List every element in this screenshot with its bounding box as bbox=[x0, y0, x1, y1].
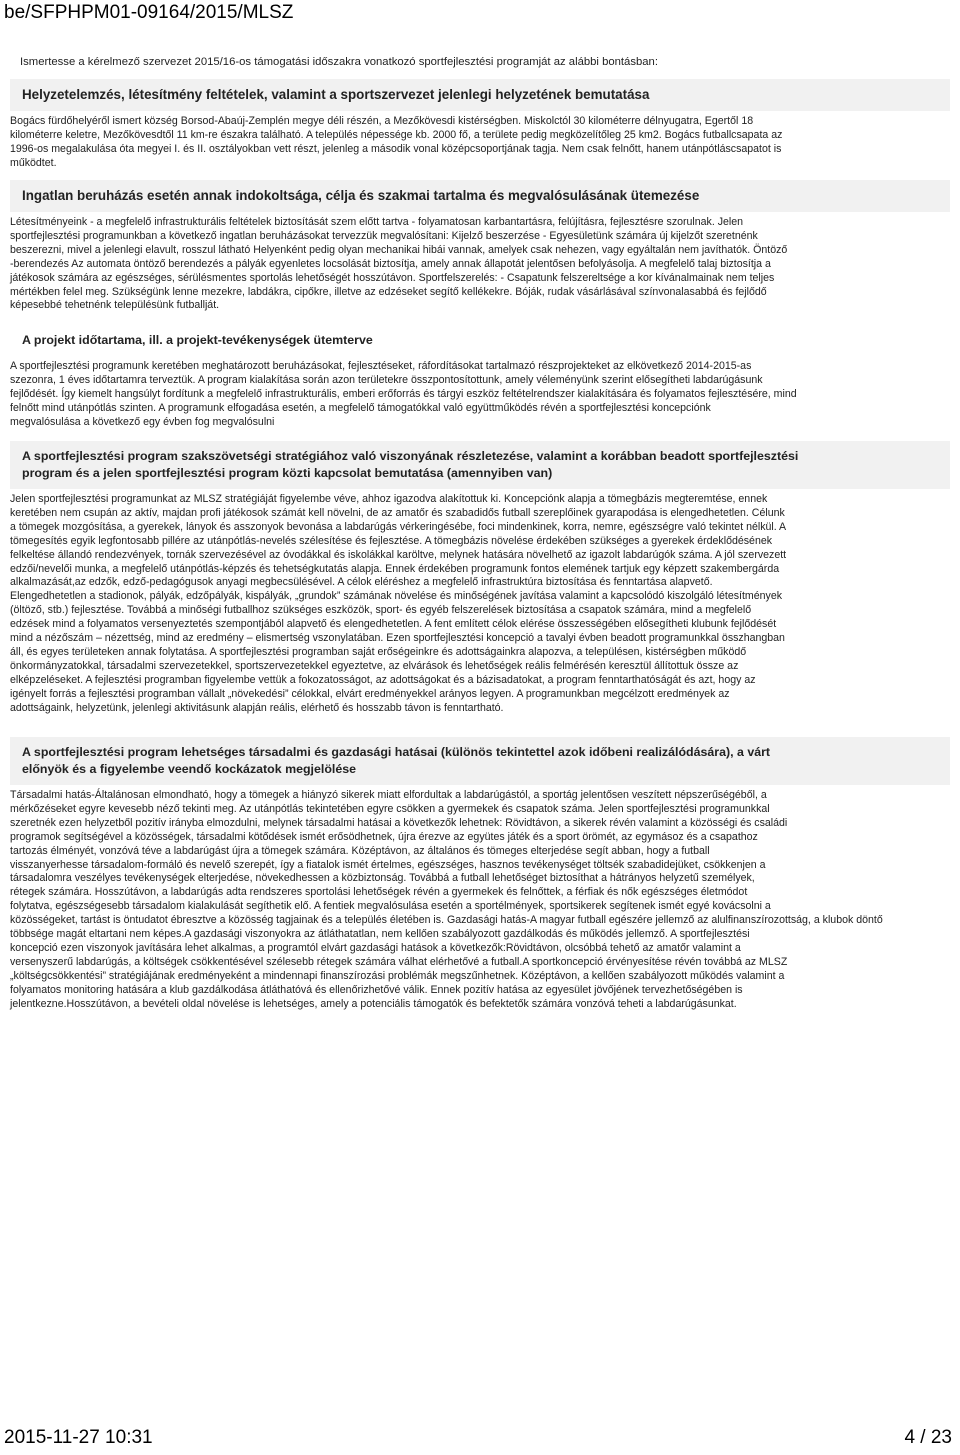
section-title: Ingatlan beruházás esetén annak indokoltsága, célja és szakmai tartalma és megvalósulásának ütemezése bbox=[10, 180, 950, 212]
footer-page-number: 4 / 23 bbox=[904, 1427, 952, 1448]
footer-timestamp: 2015-11-27 10:31 bbox=[4, 1427, 153, 1448]
section-body: Jelen sportfejlesztési programunkat az MLSZ stratégiáját figyelembe véve, ahhoz igazodva alakítottuk ki. Koncepciónk alapja a tömegbázis megteremtése, ennek keretében nem csupán az aktív, majdan profi játékosok számát kell növelni, de az amatőr és szabadidős futball szereplőinek gyarapodása is elengedhetetlen. Célunk a tömegek mozgósítása, a gyerekek, lányok és asszonyok bevonása a labdarúgás vérkeringésébe, foci mindenkinek, korra, nemre, egészségre való tekintet nélkül. A tömegesítés egyik legfontosabb pillére az utánpótlás-nevelés szélesítése és fejlesztése. A tömegbázis növelése érdekében szükséges a gyerekek érdeklődésének felkeltése állandó rendezvények, tornák szervezésével az óvodákkal és iskolákkal karöltve, melynek hatására növelhető az igazolt labdarúgók száma. A jól szervezett edzői/nevelői munka, a megfelelő utánpótlás-képzés és tehetségkutatás alapja. Ennek érdekében programunk fontos elemének tartjuk egy képzett szakembergárda alkalmazását,az edzők, edző-pedagógusok anyagi megbecsülésével. A célok eléréshez a megfelelő infrastruktúra biztosítása és fenntartása alapvető. Elengedhetetlen a stadionok, pályák, edzőpályák, kispályák, „grundok” számának növelése és minőségének javítása valamint a kapcsolódó kiszolgáló létesítmények (öltöző, stb.) fejlesztése. Továbbá a minőségi futballhoz szükséges eszközök, sport- és egyéb felszerelések biztosítása a csapatok számára, mind a megfelelő edzések mind a folyamatos versenyeztetés szempontjából alapvető és elengedhetetlen. A fent említett célok elérése összességében elősegítheti klubunk fejlődését mind a nézőszám – nézettség, mind az eredmény – elismertség vszonylatában. Ezen sportfejlesztési koncepció a tavalyi évben beadott programunkkal összhangban áll, és egyes területeken annak folytatása. A sportfejlesztési programban saját erőségeinkre és adottságainkra alapozva, a településen, kistérségben működő önkormányzatokkal, társadalmi szervezetekkel, sportszervezetekkel egyeztetve, az elvárások és lehetőségek reális felmérésén keresztül állítottuk össze az elképzeléseket. A fejlesztési programban figyelembe vettük a fokozatosságot, az adottságokat és a bázisadatokat, a program fenntarthatóságát és azt, hogy az igényelt forrás a fejlesztési programban vállalt „növekedési” célokkal, elvárt eredményekkel arányos legyen. A programunkban megcélzott eredmények az adottságaink, helyzetünk, jelenlegi aktivitásunk alapján reális, elérhető és hosszabb távon is fenntartható. bbox=[10, 493, 787, 714]
section-project-schedule bbox=[10, 325, 950, 430]
section-title: A sportfejlesztési program szakszövetségi stratégiához való viszonyának részletezése, valamint a korábban beadott sportfejlesztési program és a jelen sportfejlesztési program közti kapcsolat bemutatása (amennyiben van) bbox=[10, 441, 950, 489]
intro-text: Ismertesse a kérelmező szervezet 2015/16-os támogatási időszakra vonatkozó sportfejlesztési programját az alábbi bontásban: bbox=[20, 56, 658, 68]
section-body: Társadalmi hatás-Általánosan elmondható, hogy a tömegek a hiányzó sikerek miatt elfordultak a labdarúgástól, a sportág jelentősen veszített népszerűségéből, a mérkőzéseket egyre kevesebb néző tekinti meg. Az utánpótlás tekintetében egyre csökken a gyermekek és csapatok száma. Jelen sportfejlesztési programunkkal szeretnék ezen helyzetből pozitív irányba elmozdulni, melynek társadalmi hatásai a következők lehetnek: Rövidtávon, a sikerek révén valamint a közösségi és családi programok segítségével a közösségek, társadalmi kötődések ismét erősödhetnek, újra érezve az együtes játék és a sport örömét, az egymásoz és a csapathoz tartozás élményét, vonzóvá téve a labdarúgást újra a tömegek számára. Középtávon, az általános és tömeges elterjedése segít abban, hogy a futball visszanyerhesse társadalom-formáló és nevelő szerepét, így a fiatalok ismét értelmes, egészséges, hasznos tevékenységet töltsék szabadidejüket, csökkenjen a társadalomra veszélyes tevékenységek elterjedése, növekedhessen a közbiztonság. Továbbá a futball lehetőséget biztosíthat a hátrányos helyzetű személyek, rétegek számára. Hosszútávon, a labdarúgás adta rendszeres sportolási lehetőségek révén a gyermekek és felnőttek, a férfiak és nők egészséges életmódot folytatva, egészségesebb társadalom kialakulását segíthetik elő. A fentiek megvalósulása esetén a sportélmények, sportsikerek segítenek ismét egyé kovácsolni a közösségeket, tartást is öntudatot ébresztve a közösség tagjainak és a település életében is. Gazdasági hatás-A magyar futball egészére jellemző az alulfinanszírozottság, a klubok döntő többsége magát eltartani nem képes.A gazdasági viszonyokra az átláthatatlan, nem kellően szabályozott gazdálkodás és működés jellemző. A sportfejlesztési koncepció ezen viszonyok javítására lehet alkalmas, a programtól elvárt gazdasági hatások a következők:Rövidtávon, olcsóbbá tehető az amatőr valamint a versenyszerű labdarúgás, a költségek csökkentésével szélesebb rétegek számára válhat elérhetővé a futball.A sportkoncepció érvényesítése révén továbbá az MLSZ „költségcsökkentési” stratégiájának eredményeként a mindennapi finanszírozási problémák megszűnhetnek. Középtávon, a kellően szabályozott működés valamint a folyamatos monitoring hatására a klub gazdálkodása átláthatóvá és ellenőrizhetővé válik. Ennek pozitív hatása az egyesület jövőjének tervezhetőségében is jelentkezne.Hosszútávon, a bevételi oldal növelése is lehetséges, amely a potenciális támogatók és befektetők számára vonzóvá teheti a labdarúgásunkat. bbox=[10, 789, 883, 1010]
section-body: Létesítményeink - a megfelelő infrastrukturális feltételek biztosítását szem előtt tartva - folyamatosan karbantartásra, felújításra, fejlesztésre szorulnak. Jelen sportfejlesztési programunkban a következő ingatlan beruházásokat tervezzük megvalósítani: Kijelző beszerzése - Egyesületünk számára új kijelzőt szeretnénk beszerezni, mivel a jelenlegi elavult, rosszul látható Helyenként pedig olyan mechanikai hibái vannak, amelyek csak nehezen, vagy egyáltalán nem javíthatók. Öntöző -berendezés Az automata öntöző berendezés a pályák egyenletes locsolását biztosítja, amely annak állapotát jelentősen befolyásolja. A megfelelő talaj biztosítja a játékosok számára az egészséges, sérülésmentes sportolás lehetőségét hosszútávon. Sportfelszerelés: - Csapatunk felszereltsége a kor kívánalmainak nem teljes mértékben felel meg. Szükségünk lenne mezekre, labdákra, cipőkre, illetve az edzéseket segítő kellékekre. Bóják, rudak vásárlásával színvonalasabbá és fejlődő képesebbé tehetnénk településünk futballját. bbox=[10, 216, 788, 312]
section-federation-strategy bbox=[10, 441, 950, 716]
section-situation-analysis bbox=[10, 79, 950, 171]
section-title: A sportfejlesztési program lehetséges társadalmi és gazdasági hatásai (különös tekintettel azok időbeni realizálódására), a várt előnyök és a figyelembe veendő kockázatok megjelölése bbox=[10, 737, 950, 785]
document-id: be/SFPHPM01-09164/2015/MLSZ bbox=[4, 2, 294, 23]
section-body: A sportfejlesztési programunk keretében meghatározott beruházásokat, fejlesztéseket, ráfordításokat tartalmazó részprojekteket az elkövetkező 2014-2015-as szezonra, 1 éves időtartamra terveztük. A program kialakítása során azon területekre összpontosítottunk, amely véleményünk szerint elősegítheti labdarúgásunk fejlődését. Így kiemelt hangsúlyt fordítunk a megfelelő infrastrukturális, emberi erőforrás és tárgyi eszköz feltételrendszer kialakítására és folyamatos fejlesztésére, mind felnőtt mind utánpótlás szinten. A programunk elfogadása esetén, a megfelelő támogatókkal való együttműködés révén a sportfejlesztési koncepciónk megvalósulása a következő egy évben fog megvalósulni bbox=[10, 360, 797, 428]
section-body: Bogács fürdőhelyéről ismert község Borsod-Abaúj-Zemplén megye déli részén, a Mezőkövesdi kistérségben. Miskolctól 30 kilométerre délnyugatra, Egertől 18 kilométerre keletre, Mezőkövesdtől 11 km-re északra található. A település népessége kb. 2000 fő, a területe pedig megközelítőleg 25 km2. Bogács futballcsapata az 1996-os megalakulása óta megyei I. és II. osztályokban vett részt, jelenleg a második vonal középcsoportjának tagja. Nem csak felnőtt, hanem utánpótláscsapatot is működtet. bbox=[10, 115, 783, 169]
section-title: A projekt időtartama, ill. a projekt-tevékenységek ütemterve bbox=[10, 325, 950, 356]
section-real-estate-investment bbox=[10, 180, 950, 313]
section-social-economic-impact bbox=[10, 737, 950, 1012]
section-title: Helyzetelemzés, létesítmény feltételek, valamint a sportszervezet jelenlegi helyzetének bemutatása bbox=[10, 79, 950, 111]
